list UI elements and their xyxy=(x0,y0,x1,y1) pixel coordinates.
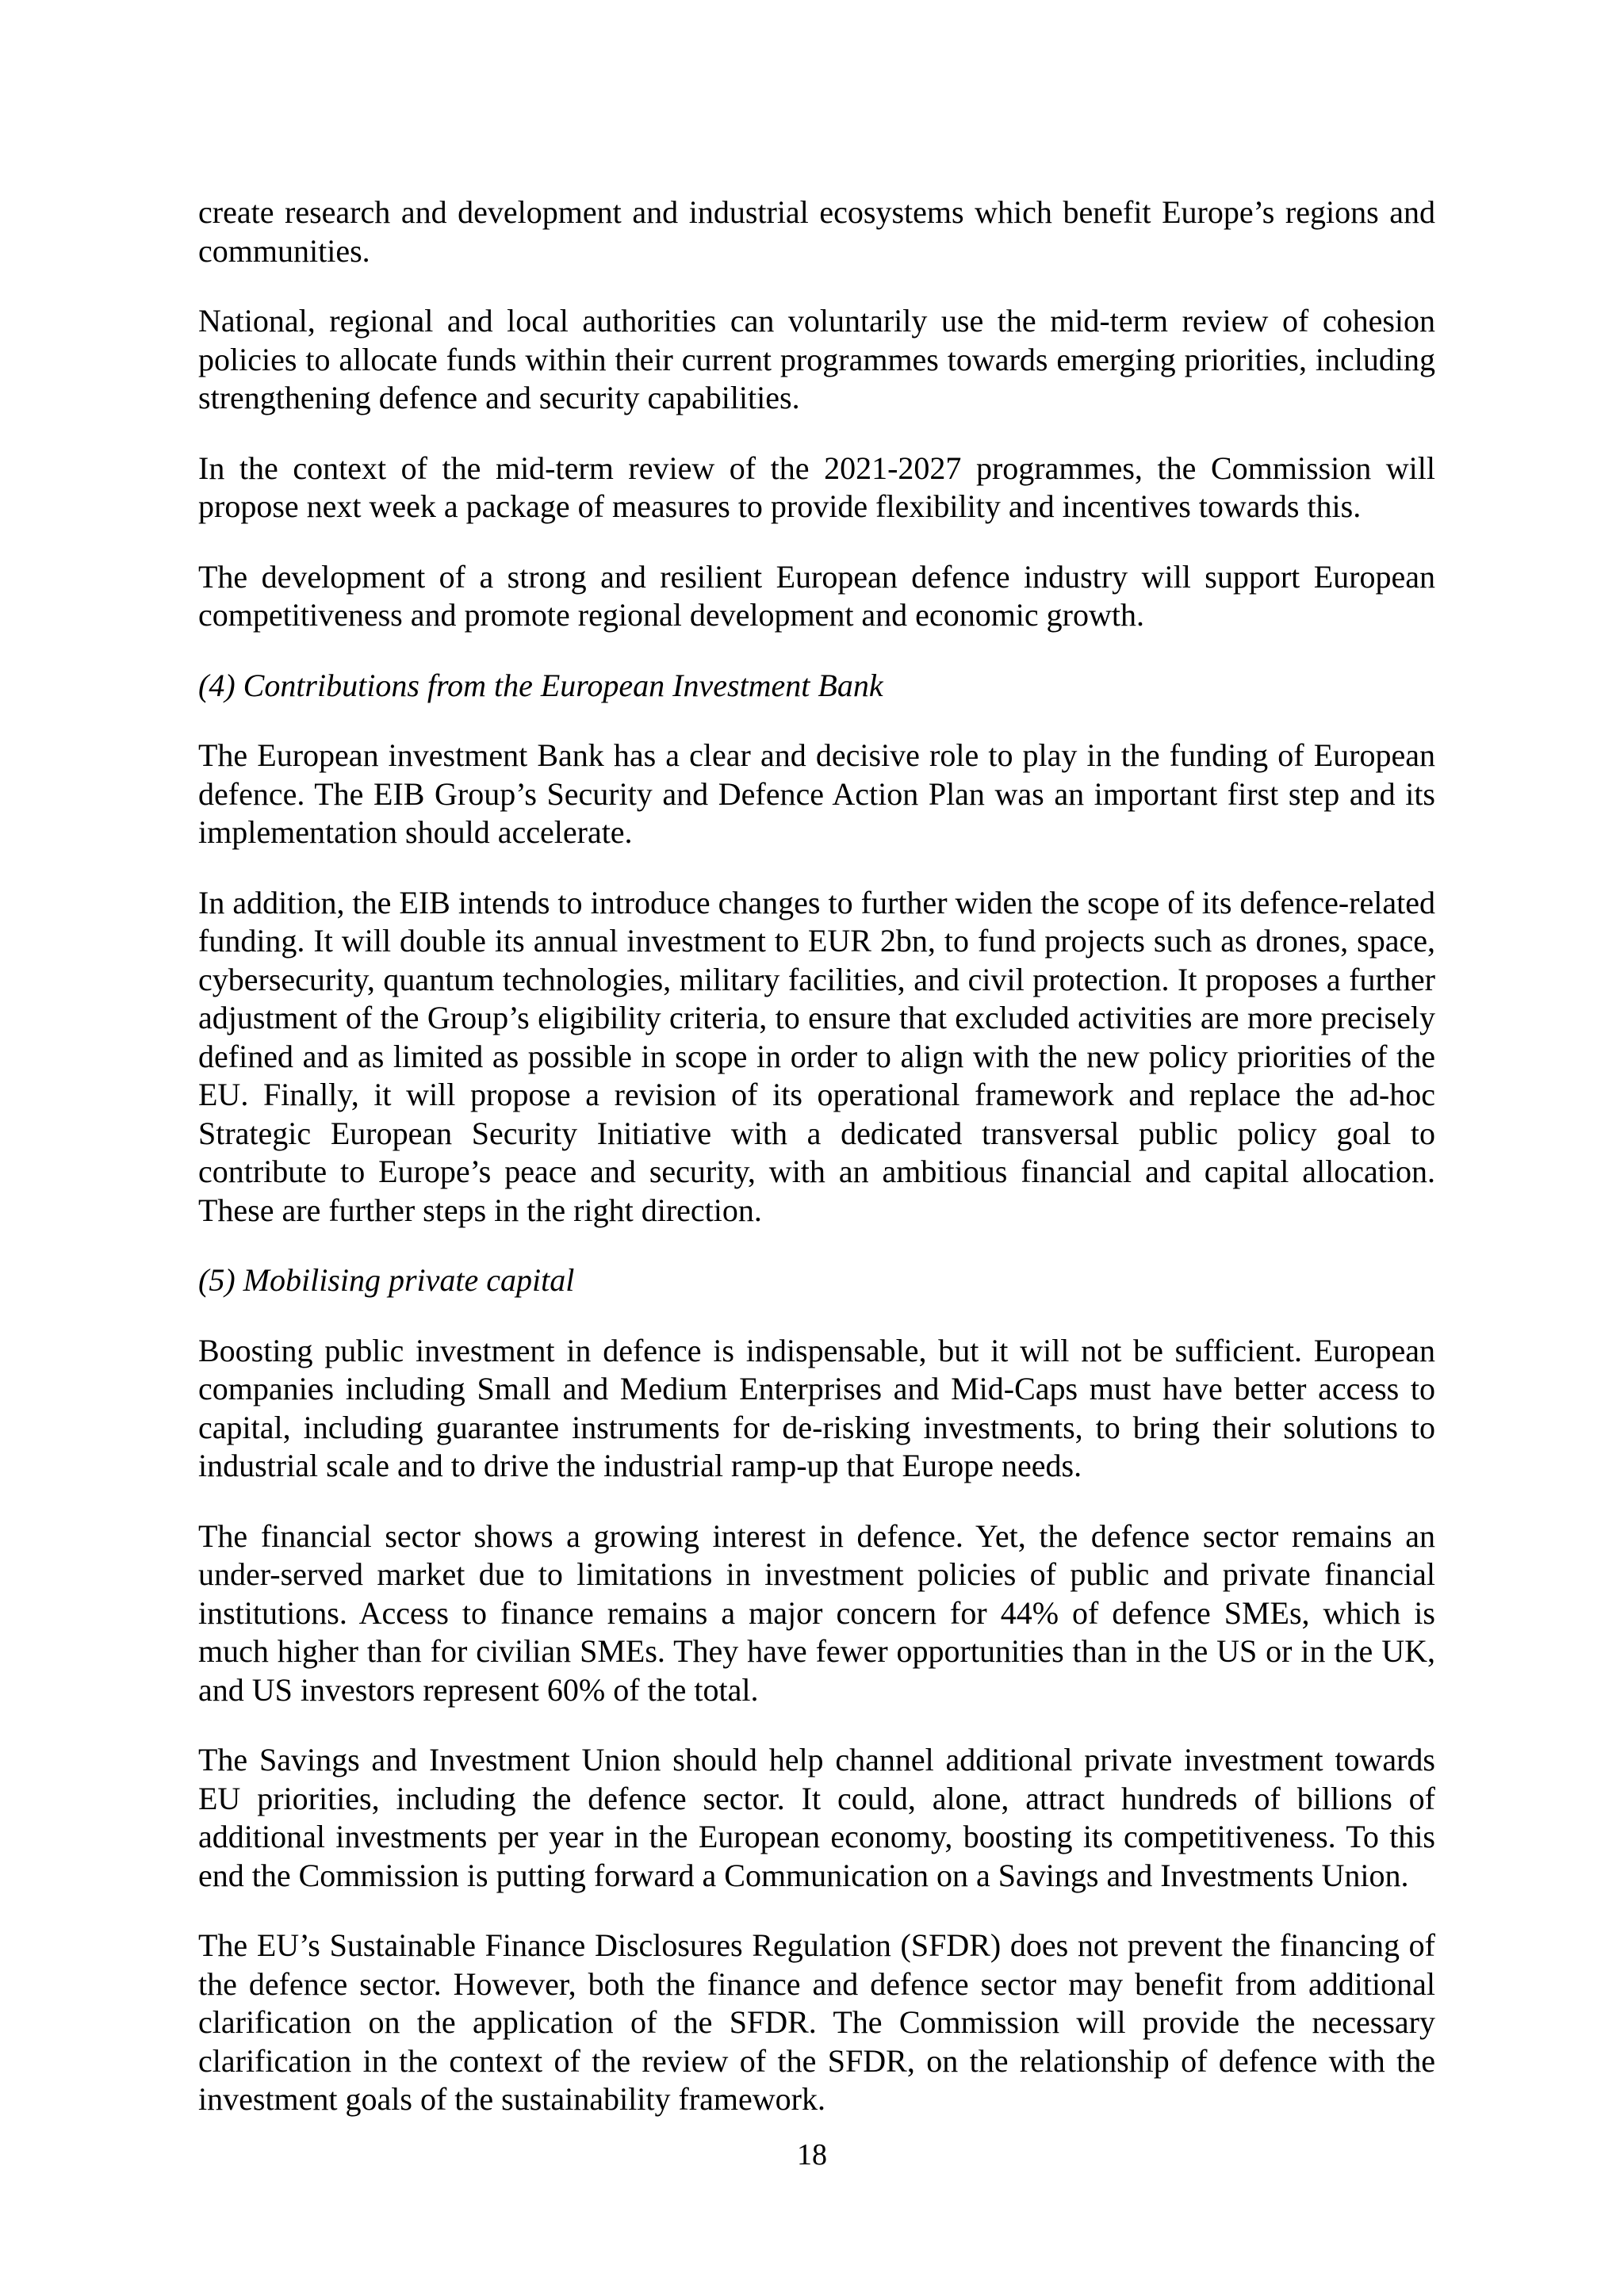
paragraph-mid-term-review: In the context of the mid-term review of the 2021-2027 programmes, the Commission will propose next week a package of measures to provide flexibility and incentives towards this. xyxy=(198,450,1435,524)
section-heading-eib: (4) Contributions from the European Investment Bank xyxy=(198,667,883,703)
paragraph-defence-industry: The development of a strong and resilient European defence industry will support European competitiveness and promote regional development and economic growth. xyxy=(198,558,1435,633)
paragraph-savings-union: The Savings and Investment Union should help channel additional private investment towards EU priorities, including the defence sector. It could, alone, attract hundreds of billions of additional investments per year in the European economy, boosting its competitiveness. To this end the Commission is putting forward a Communication on a Savings and Investments Union. xyxy=(198,1742,1435,1893)
paragraph-cohesion-policies: National, regional and local authorities can voluntarily use the mid-term review of cohesion policies to allocate funds within their current programmes towards emerging priorities, including strengthening defence and security capabilities. xyxy=(198,303,1435,415)
section-heading-private-capital: (5) Mobilising private capital xyxy=(198,1262,575,1298)
paragraph-eib-role: The European investment Bank has a clear and decisive role to play in the funding of European defence. The EIB Group’s Security and Defence Action Plan was an important first step and its implementation should accelerate. xyxy=(198,737,1435,850)
paragraph-eib-changes: In addition, the EIB intends to introduce changes to further widen the scope of its defence-related funding. It will double its annual investment to EUR 2bn, to fund projects such as drones, space, cybersecurity, quantum technologies, military facilities, and civil protection. It proposes a further adjustment of the Group’s eligibility criteria, to ensure that excluded activities are more precisely defined and as limited as possible in scope in order to align with the new policy priorities of the EU. Finally, it will propose a revision of its operational framework and replace the ad-hoc Strategic European Security Initiative with a dedicated transversal public policy goal to contribute to Europe’s peace and security, with an ambitious financial and capital allocation. These are further steps in the right direction. xyxy=(198,884,1435,1228)
paragraph-research-ecosystems: create research and development and industrial ecosystems which benefit Europe’s regions and communities. xyxy=(198,194,1435,269)
paragraph-public-investment: Boosting public investment in defence is indispensable, but it will not be sufficient. European companies including Small and Medium Enterprises and Mid-Caps must have better access to capital, including guarantee instruments for de-risking investments, to bring their solutions to industrial scale and to drive the industrial ramp-up that Europe needs. xyxy=(198,1332,1435,1483)
document-body xyxy=(198,193,1435,2119)
paragraph-sfdr: The EU’s Sustainable Finance Disclosures Regulation (SFDR) does not prevent the financing of the defence sector. However, both the finance and defence sector may benefit from additional clarification on the application of the SFDR. The Commission will provide the necessary clarification in the context of the review of the SFDR, on the relationship of defence with the investment goals of the sustainability framework. xyxy=(198,1927,1435,2117)
page-number: 18 xyxy=(797,2138,827,2172)
paragraph-financial-sector: The financial sector shows a growing interest in defence. Yet, the defence sector remains an under-served market due to limitations in investment policies of public and private financial institutions. Access to finance remains a major concern for 44% of defence SMEs, which is much higher than for civilian SMEs. They have fewer opportunities than in the US or in the UK, and US investors represent 60% of the total. xyxy=(198,1517,1435,1708)
